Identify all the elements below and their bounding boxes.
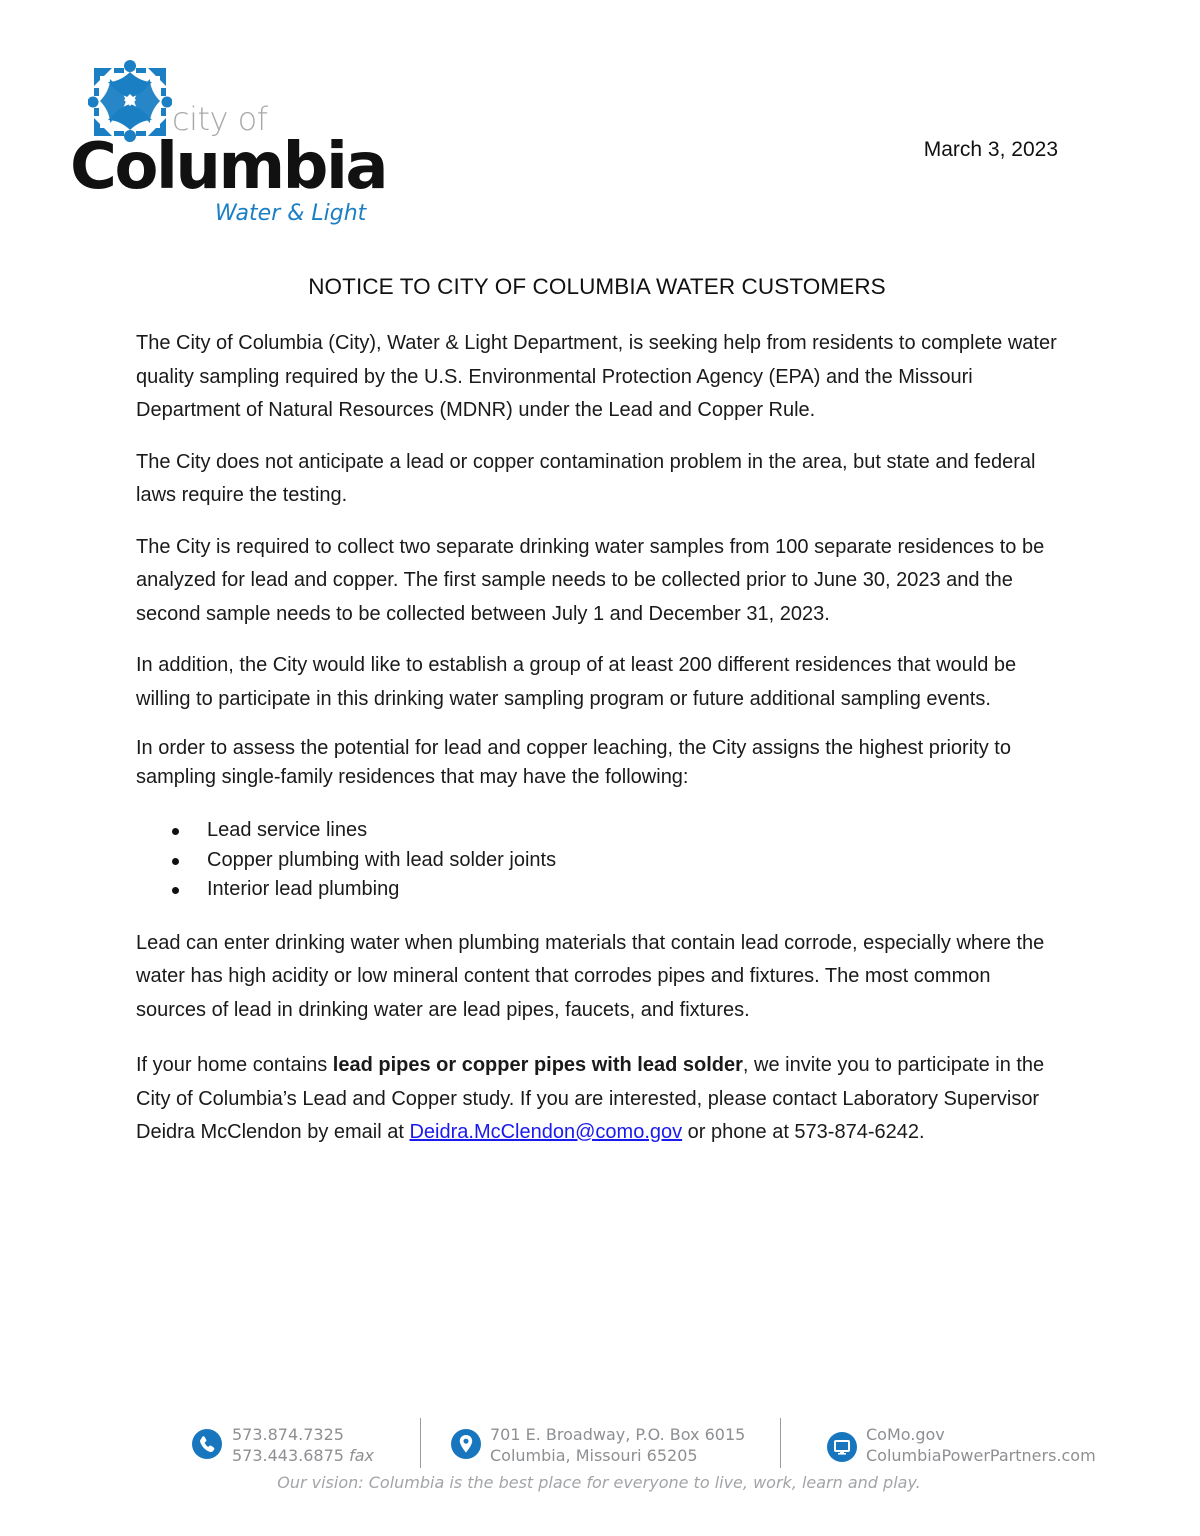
list-item	[136, 816, 1066, 846]
footer-website-power-partners[interactable]: ColumbiaPowerPartners.com	[866, 1446, 1096, 1465]
invitation-lead-in: If your home contains	[136, 1054, 333, 1076]
footer-phone-block	[232, 1424, 374, 1466]
footer-website-como[interactable]: CoMo.gov	[866, 1425, 945, 1444]
list-item	[136, 875, 1066, 905]
paragraph-invitation	[136, 1049, 1066, 1150]
invitation-middle: , we invite you to participate in the City of Columbia’s Lead and Copper study. If you are interested, please contact Laboratory Supervisor Deidra McClendon by email at	[136, 1054, 1045, 1143]
bullet-icon	[172, 887, 179, 894]
footer-divider	[420, 1418, 421, 1468]
logo-columbia-text: Columbia	[70, 130, 387, 204]
letter-date: March 3, 2023	[923, 138, 1058, 161]
city-logo	[68, 58, 387, 233]
footer-address-block	[490, 1424, 745, 1466]
list-item-text: Interior lead plumbing	[207, 878, 400, 900]
footer-address-line2: Columbia, Missouri 65205	[490, 1446, 698, 1465]
list-item	[136, 846, 1066, 876]
paragraph-intro: The City of Columbia (City), Water & Light Department, is seeking help from residents to complete water quality sampling required by the U.S. Environmental Protection Agency (EPA) and the Missouri Department of Natural Resources (MDNR) under the Lead and Copper Rule.	[136, 332, 1057, 421]
paragraph-priority: In order to assess the potential for lead and copper leaching, the City assigns the highest priority to sampling single-family residences that may have the following:	[136, 737, 1011, 788]
footer-phone-number: 573.874.7325	[232, 1425, 344, 1444]
list-item-text: Copper plumbing with lead solder joints	[207, 848, 557, 871]
page-title: NOTICE TO CITY OF COLUMBIA WATER CUSTOMERS	[308, 274, 886, 299]
footer-fax-label: fax	[349, 1446, 374, 1465]
logo-department-text: Water & Light	[215, 201, 367, 226]
letterhead-footer	[0, 1418, 1200, 1498]
map-pin-icon	[451, 1429, 481, 1459]
logo-city-of-text: city of	[172, 100, 268, 138]
paragraph-participant-group: In addition, the City would like to establish a group of at least 200 different residences that would be willing to participate in this drinking water sampling program or future additional sampling events.	[136, 654, 1017, 710]
letter-body	[136, 327, 1066, 1168]
paragraph-no-problem-anticipated: The City does not anticipate a lead or copper contamination problem in the area, but state and federal laws require the testing.	[136, 450, 1036, 506]
phone-icon	[192, 1429, 222, 1459]
contact-email-link[interactable]: Deidra.McClendon@como.gov	[409, 1121, 683, 1143]
footer-fax-line	[232, 1445, 374, 1466]
list-item-text: Lead service lines	[207, 819, 368, 841]
bullet-icon	[172, 828, 179, 835]
paragraph-lead-sources: Lead can enter drinking water when plumbing materials that contain lead corrode, especially where the water has high acidity or low mineral content that corrodes pipes and fixtures. The most common sources of lead in drinking water are lead pipes, faucets, and fixtures.	[136, 931, 1045, 1021]
invitation-tail: or phone at 573-874-6242.	[682, 1121, 925, 1143]
footer-fax-number: 573.443.6875	[232, 1446, 344, 1465]
footer-address-line1: 701 E. Broadway, P.O. Box 6015	[490, 1425, 746, 1444]
bullet-icon	[172, 858, 179, 865]
monitor-icon	[827, 1432, 857, 1462]
paragraph-sampling-requirements: The City is required to collect two separate drinking water samples from 100 separate residences to be analyzed for lead and copper. The first sample needs to be collected prior to June 30, 2023 and the second sample needs to be collected between July 1 and December 31, 2023.	[136, 535, 1045, 625]
footer-web-block	[866, 1424, 1096, 1466]
priority-list	[136, 816, 1066, 905]
footer-divider	[780, 1418, 781, 1468]
invitation-emphasis: lead pipes or copper pipes with lead solder	[332, 1054, 743, 1076]
footer-vision-statement: Our vision: Columbia is the best place for everyone to live, work, learn and play.	[277, 1473, 921, 1492]
